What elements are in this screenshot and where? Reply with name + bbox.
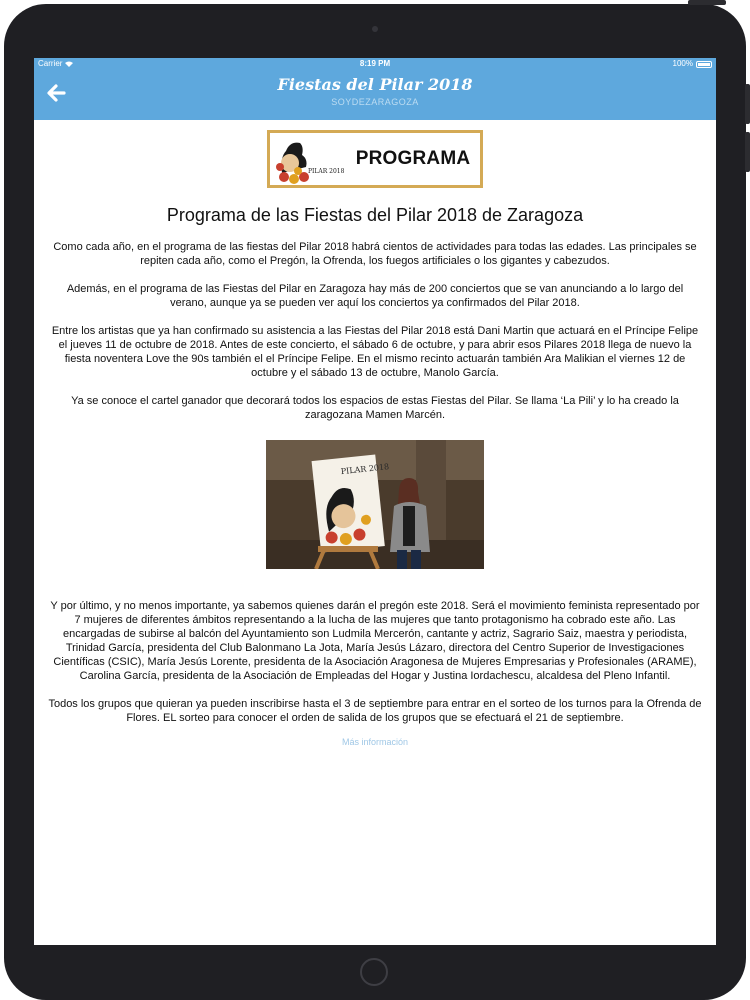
poster-title: PILAR 2018: [340, 462, 390, 477]
battery-status: [673, 58, 712, 70]
more-info-link[interactable]: Más información: [341, 737, 409, 747]
pilar-logo: [274, 133, 346, 185]
article-paragraph-1: Como cada año, en el programa de las fiestas del Pilar 2018 habrá cientos de actividades para todas las edades. Las principales se repiten cada año, como el Pregón, la Ofrenda, los fuegos artificiales o los gigantes y cabezudos.: [53, 241, 697, 267]
carrier-text: Carrier: [38, 59, 63, 68]
battery-percent: 100%: [672, 59, 693, 68]
article-paragraph-4: Ya se conoce el cartel ganador que decorará todos los espacios de estas Fiestas del Pilar. Se llama ‘La Pili’ y lo ha creado la zaragozana Mamen Marcén.: [71, 395, 679, 421]
home-button[interactable]: [360, 958, 388, 986]
poster-photo: [266, 440, 484, 569]
nav-title: Fiestas del Pilar 2018: [277, 75, 473, 94]
front-camera: [372, 26, 378, 32]
logo-text: PILAR 2018: [308, 168, 345, 175]
programa-label: PROGRAMA: [355, 148, 471, 169]
clock: 8:19 PM: [359, 59, 391, 68]
volume-up-button: [745, 84, 750, 124]
volume-down-button: [745, 132, 750, 172]
top-button: [688, 0, 726, 5]
battery-icon: [696, 61, 712, 68]
article-paragraph-3: Entre los artistas que ya han confirmado su asistencia a las Fiestas del Pilar 2018 está Dani Martin que actuará en el Príncipe Felipe el jueves 11 de octubre de 2018. Antes de este concierto, el sábado 6 de octubre, y para abrir esos Pilares 2018 llega de nuevo la fiesta noventera Love the 90s también el el Príncipe Felipe. En el mismo recinto actuarán también Ara Malikian el viernes 12 de octubre y el sábado 13 de octubre, Manolo García.: [51, 325, 699, 379]
nav-bar: [34, 70, 716, 120]
article-paragraph-2: Además, en el programa de las Fiestas del Pilar en Zaragoza hay más de 200 conciertos que se van anunciando a lo largo del verano, aunque ya se pueden ver aquí los conciertos ya confirmados del Pilar 2018.: [66, 283, 684, 309]
nav-subtitle: SOYDEZARAGOZA: [331, 97, 419, 107]
article-paragraph-5: Y por último, y no menos importante, ya sabemos quienes darán el pregón este 2018. Será el movimiento feminista representado por 7 mujeres de diferentes ámbitos representando a la lucha de las mujeres que tanto protagonismo ha cobrado este año. Las encargadas de subirse al balcón del Ayuntamiento son Ludmila Mercerón, cantante y actriz, Sagrario Saiz, maestra y periodista, Trinidad García, presidenta del Club Balonmano La Jota, María Jesús Lázaro, directora del Centro Superior de Investigaciones Científicas (CSIC), María Jesús Lorente, presidenta de la Asociación Aragonesa de Mujeres Empresarias y Profesionales (ARAME), Carolina García, presidenta de la Asociación de Empleadas del Hogar y Justina Iordachescu, alcaldesa del Pleno Infantil.: [50, 600, 700, 682]
status-bar: [34, 58, 716, 70]
article-paragraph-6: Todos los grupos que quieran ya pueden inscribirse hasta el 3 de septiembre para entrar en el sorteo de los turnos para la Ofrenda de Flores. EL sorteo para conocer el orden de salida de los grupos que se efectuará el 21 de septiembre.: [48, 698, 702, 724]
programa-banner: [267, 130, 483, 188]
article-heading: Programa de las Fiestas del Pilar 2018 de Zaragoza: [166, 205, 584, 225]
article-content: [34, 130, 716, 747]
app-screen: [34, 58, 716, 945]
